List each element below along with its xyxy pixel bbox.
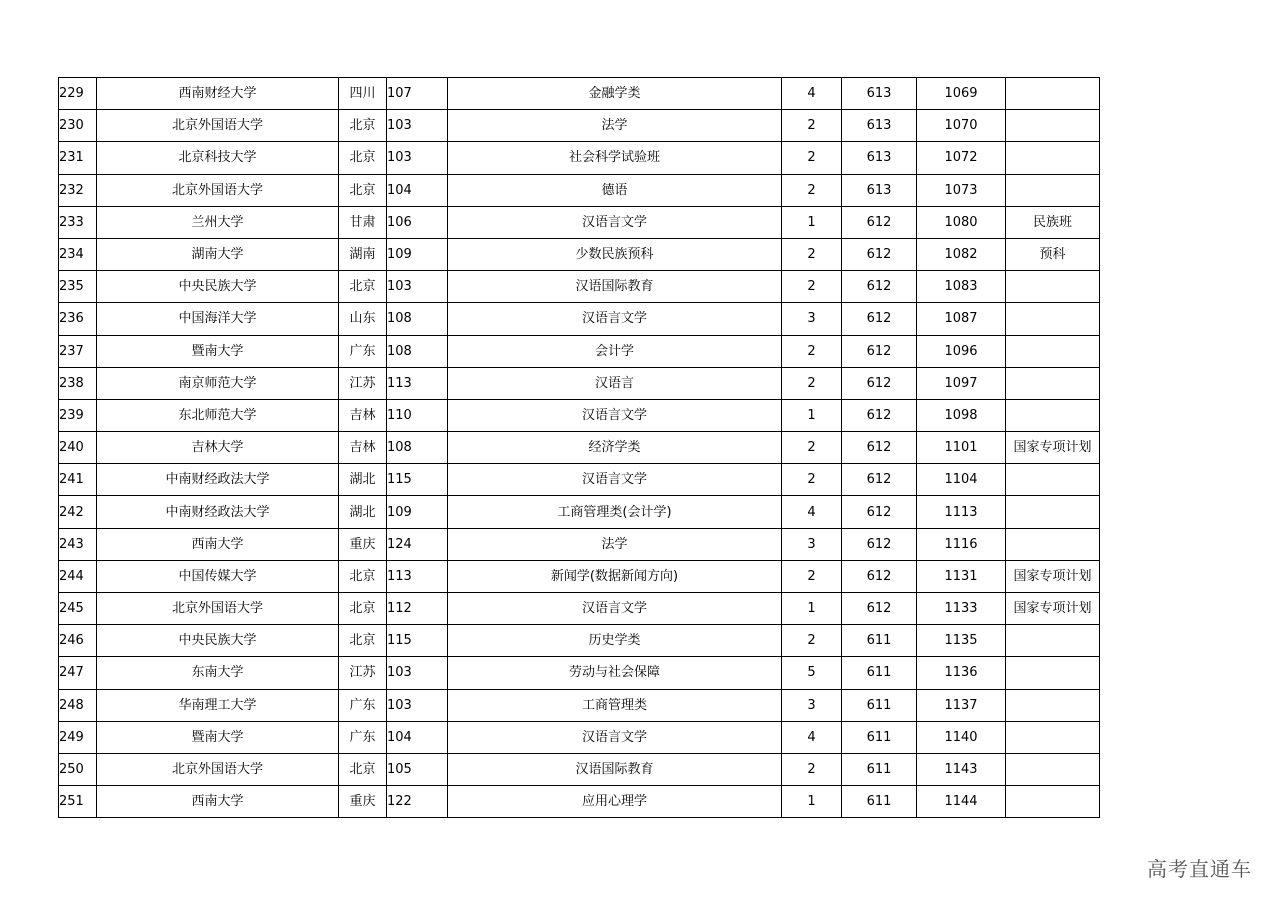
cell-province: 重庆 [339,786,387,818]
cell-min-score: 611 [842,721,917,753]
cell-row-number: 248 [59,689,97,721]
cell-min-rank: 1082 [917,238,1006,270]
cell-plan-count: 4 [782,721,842,753]
cell-row-number: 239 [59,399,97,431]
cell-min-rank: 1101 [917,432,1006,464]
cell-school: 北京外国语大学 [97,174,339,206]
cell-major: 德语 [448,174,782,206]
cell-major: 工商管理类(会计学) [448,496,782,528]
admission-table-body [59,78,1100,818]
cell-plan-count: 3 [782,689,842,721]
cell-note: 预科 [1006,238,1100,270]
cell-min-rank: 1070 [917,110,1006,142]
cell-province: 北京 [339,110,387,142]
cell-plan-count: 4 [782,496,842,528]
table-row [59,432,1100,464]
cell-major-code: 115 [387,464,448,496]
table-row [59,496,1100,528]
cell-province: 湖北 [339,464,387,496]
cell-province: 北京 [339,625,387,657]
cell-min-score: 612 [842,528,917,560]
cell-school: 南京师范大学 [97,367,339,399]
cell-major-code: 104 [387,174,448,206]
cell-province: 广东 [339,721,387,753]
cell-school: 北京外国语大学 [97,593,339,625]
cell-min-score: 612 [842,303,917,335]
cell-province: 北京 [339,142,387,174]
cell-row-number: 246 [59,625,97,657]
cell-plan-count: 3 [782,528,842,560]
table-row [59,142,1100,174]
cell-row-number: 242 [59,496,97,528]
cell-major: 汉语言文学 [448,399,782,431]
cell-major-code: 115 [387,625,448,657]
cell-note [1006,174,1100,206]
cell-major-code: 107 [387,78,448,110]
cell-row-number: 247 [59,657,97,689]
cell-major: 汉语言文学 [448,721,782,753]
table-row [59,206,1100,238]
cell-row-number: 241 [59,464,97,496]
cell-plan-count: 2 [782,110,842,142]
cell-note [1006,78,1100,110]
cell-major: 经济学类 [448,432,782,464]
table-row [59,367,1100,399]
cell-major: 汉语国际教育 [448,271,782,303]
cell-school: 兰州大学 [97,206,339,238]
cell-min-rank: 1143 [917,753,1006,785]
cell-major-code: 103 [387,657,448,689]
cell-plan-count: 1 [782,593,842,625]
cell-major-code: 103 [387,110,448,142]
cell-major: 会计学 [448,335,782,367]
cell-plan-count: 5 [782,657,842,689]
cell-note: 民族班 [1006,206,1100,238]
cell-min-score: 611 [842,753,917,785]
cell-province: 吉林 [339,432,387,464]
cell-major: 少数民族预科 [448,238,782,270]
cell-row-number: 231 [59,142,97,174]
cell-row-number: 233 [59,206,97,238]
table-row [59,786,1100,818]
cell-note: 国家专项计划 [1006,560,1100,592]
cell-plan-count: 2 [782,432,842,464]
cell-plan-count: 2 [782,142,842,174]
cell-major-code: 109 [387,238,448,270]
cell-plan-count: 2 [782,753,842,785]
cell-row-number: 232 [59,174,97,206]
cell-major: 汉语国际教育 [448,753,782,785]
cell-plan-count: 2 [782,238,842,270]
cell-province: 江苏 [339,657,387,689]
cell-min-score: 612 [842,335,917,367]
cell-school: 西南大学 [97,786,339,818]
cell-school: 暨南大学 [97,335,339,367]
cell-major: 汉语言 [448,367,782,399]
cell-min-score: 612 [842,206,917,238]
cell-province: 江苏 [339,367,387,399]
cell-min-score: 613 [842,78,917,110]
cell-major: 工商管理类 [448,689,782,721]
cell-plan-count: 2 [782,367,842,399]
cell-province: 湖北 [339,496,387,528]
cell-major: 汉语言文学 [448,206,782,238]
cell-plan-count: 2 [782,560,842,592]
cell-row-number: 234 [59,238,97,270]
cell-school: 西南大学 [97,528,339,560]
cell-min-rank: 1072 [917,142,1006,174]
cell-province: 吉林 [339,399,387,431]
cell-row-number: 244 [59,560,97,592]
cell-note [1006,142,1100,174]
cell-min-score: 611 [842,689,917,721]
cell-school: 华南理工大学 [97,689,339,721]
cell-row-number: 245 [59,593,97,625]
cell-min-rank: 1097 [917,367,1006,399]
table-row [59,399,1100,431]
cell-min-rank: 1096 [917,335,1006,367]
cell-major-code: 113 [387,367,448,399]
cell-major-code: 122 [387,786,448,818]
cell-major-code: 103 [387,142,448,174]
cell-min-rank: 1073 [917,174,1006,206]
cell-major: 应用心理学 [448,786,782,818]
cell-row-number: 236 [59,303,97,335]
cell-min-rank: 1113 [917,496,1006,528]
cell-note [1006,721,1100,753]
cell-major-code: 113 [387,560,448,592]
cell-min-score: 611 [842,625,917,657]
cell-province: 重庆 [339,528,387,560]
cell-plan-count: 2 [782,335,842,367]
cell-note [1006,496,1100,528]
table-row [59,625,1100,657]
cell-major-code: 106 [387,206,448,238]
cell-major: 汉语言文学 [448,303,782,335]
cell-province: 山东 [339,303,387,335]
cell-school: 中南财经政法大学 [97,496,339,528]
cell-min-score: 612 [842,271,917,303]
cell-note [1006,303,1100,335]
cell-major: 新闻学(数据新闻方向) [448,560,782,592]
cell-min-score: 613 [842,110,917,142]
cell-row-number: 230 [59,110,97,142]
cell-major: 历史学类 [448,625,782,657]
cell-note [1006,657,1100,689]
cell-note [1006,625,1100,657]
cell-plan-count: 1 [782,399,842,431]
table-row [59,657,1100,689]
cell-province: 北京 [339,560,387,592]
cell-school: 中南财经政法大学 [97,464,339,496]
cell-min-score: 611 [842,786,917,818]
watermark-text: 高考直通车 [1147,857,1252,881]
cell-plan-count: 3 [782,303,842,335]
cell-major: 汉语言文学 [448,464,782,496]
cell-province: 四川 [339,78,387,110]
cell-min-score: 612 [842,593,917,625]
cell-school: 吉林大学 [97,432,339,464]
cell-school: 中国海洋大学 [97,303,339,335]
table-row [59,271,1100,303]
cell-min-rank: 1133 [917,593,1006,625]
cell-school: 暨南大学 [97,721,339,753]
cell-plan-count: 1 [782,206,842,238]
cell-plan-count: 2 [782,174,842,206]
table-row [59,464,1100,496]
cell-min-score: 612 [842,464,917,496]
cell-min-rank: 1144 [917,786,1006,818]
cell-major-code: 112 [387,593,448,625]
cell-min-rank: 1116 [917,528,1006,560]
cell-school: 东南大学 [97,657,339,689]
table-row [59,238,1100,270]
admission-table [58,77,1100,818]
cell-min-rank: 1087 [917,303,1006,335]
cell-province: 北京 [339,593,387,625]
cell-min-score: 612 [842,367,917,399]
cell-min-rank: 1135 [917,625,1006,657]
admission-table-container [58,77,1100,818]
cell-note [1006,335,1100,367]
cell-min-score: 613 [842,174,917,206]
cell-min-score: 612 [842,432,917,464]
cell-major: 社会科学试验班 [448,142,782,174]
cell-plan-count: 2 [782,271,842,303]
cell-major-code: 108 [387,335,448,367]
table-row [59,593,1100,625]
cell-school: 中央民族大学 [97,625,339,657]
cell-note [1006,271,1100,303]
cell-school: 北京外国语大学 [97,753,339,785]
cell-plan-count: 2 [782,625,842,657]
cell-min-score: 612 [842,238,917,270]
cell-school: 北京外国语大学 [97,110,339,142]
cell-min-rank: 1069 [917,78,1006,110]
cell-min-score: 612 [842,399,917,431]
cell-min-rank: 1136 [917,657,1006,689]
cell-major: 法学 [448,110,782,142]
table-row [59,528,1100,560]
cell-min-score: 612 [842,496,917,528]
cell-major-code: 109 [387,496,448,528]
cell-min-rank: 1140 [917,721,1006,753]
cell-plan-count: 1 [782,786,842,818]
cell-plan-count: 2 [782,464,842,496]
cell-major-code: 110 [387,399,448,431]
cell-school: 湖南大学 [97,238,339,270]
cell-major: 金融学类 [448,78,782,110]
cell-note [1006,786,1100,818]
cell-major: 劳动与社会保障 [448,657,782,689]
cell-row-number: 240 [59,432,97,464]
cell-min-rank: 1104 [917,464,1006,496]
cell-major-code: 124 [387,528,448,560]
cell-school: 北京科技大学 [97,142,339,174]
cell-major-code: 105 [387,753,448,785]
table-row [59,110,1100,142]
cell-min-rank: 1083 [917,271,1006,303]
cell-major: 汉语言文学 [448,593,782,625]
cell-note [1006,399,1100,431]
table-row [59,174,1100,206]
cell-min-rank: 1131 [917,560,1006,592]
cell-school: 中国传媒大学 [97,560,339,592]
cell-province: 北京 [339,271,387,303]
cell-min-score: 612 [842,560,917,592]
cell-note [1006,753,1100,785]
cell-min-rank: 1080 [917,206,1006,238]
table-row [59,303,1100,335]
cell-school: 中央民族大学 [97,271,339,303]
cell-school: 西南财经大学 [97,78,339,110]
table-row [59,335,1100,367]
cell-row-number: 238 [59,367,97,399]
cell-note [1006,528,1100,560]
cell-row-number: 229 [59,78,97,110]
table-row [59,689,1100,721]
cell-major-code: 103 [387,689,448,721]
cell-province: 北京 [339,174,387,206]
cell-row-number: 243 [59,528,97,560]
cell-major-code: 103 [387,271,448,303]
cell-school: 东北师范大学 [97,399,339,431]
cell-plan-count: 4 [782,78,842,110]
cell-note [1006,464,1100,496]
cell-min-rank: 1137 [917,689,1006,721]
cell-province: 湖南 [339,238,387,270]
cell-note [1006,110,1100,142]
cell-major-code: 104 [387,721,448,753]
cell-row-number: 235 [59,271,97,303]
cell-row-number: 237 [59,335,97,367]
cell-major-code: 108 [387,432,448,464]
cell-province: 广东 [339,689,387,721]
table-row [59,560,1100,592]
cell-province: 北京 [339,753,387,785]
cell-min-rank: 1098 [917,399,1006,431]
table-row [59,78,1100,110]
cell-note: 国家专项计划 [1006,432,1100,464]
cell-min-score: 611 [842,657,917,689]
cell-min-score: 613 [842,142,917,174]
cell-province: 甘肃 [339,206,387,238]
cell-row-number: 251 [59,786,97,818]
table-row [59,721,1100,753]
table-row [59,753,1100,785]
cell-province: 广东 [339,335,387,367]
cell-major-code: 108 [387,303,448,335]
cell-note [1006,689,1100,721]
cell-row-number: 250 [59,753,97,785]
cell-major: 法学 [448,528,782,560]
cell-row-number: 249 [59,721,97,753]
cell-note [1006,367,1100,399]
cell-note: 国家专项计划 [1006,593,1100,625]
